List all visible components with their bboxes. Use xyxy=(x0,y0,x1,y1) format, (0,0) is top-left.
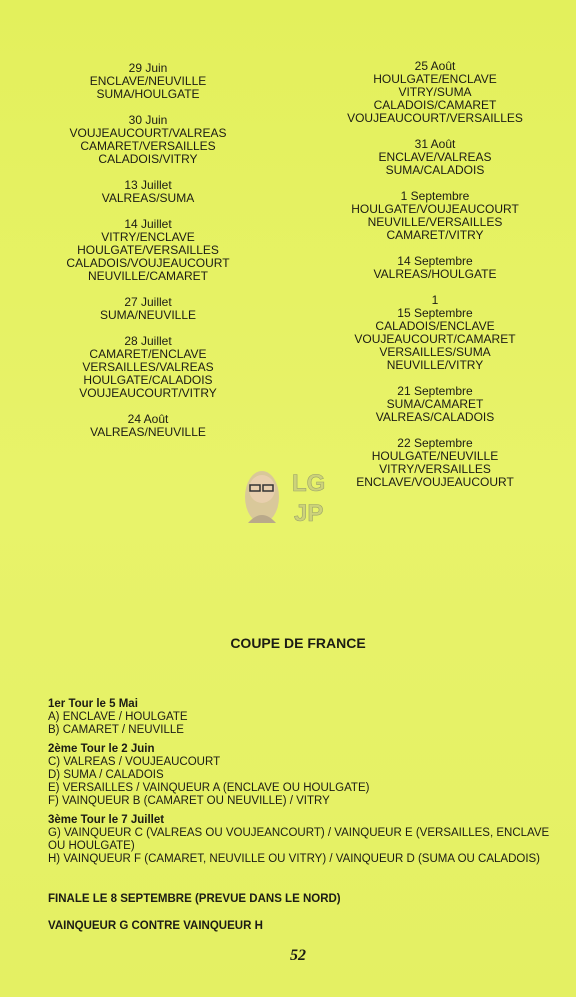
cup-round xyxy=(48,743,556,808)
fixture-block xyxy=(58,62,238,101)
fixture-match: VOUJEAUCOURT/VALREAS xyxy=(69,126,227,140)
fixture-match: CAMARET/ENCLAVE xyxy=(89,347,207,361)
final-date: FINALE LE 8 SEPTEMBRE (PREVUE DANS LE NORD) xyxy=(48,893,341,905)
fixture-match: SUMA/CAMARET xyxy=(386,397,484,411)
fixture-match: ENCLAVE/VALREAS xyxy=(378,150,492,164)
fixture-match: CALADOIS/VOUJEAUCOURT xyxy=(66,256,230,270)
fixture-match: SUMA/CALADOIS xyxy=(385,163,485,177)
round-match: C) VALREAS / VOUJEAUCOURT xyxy=(48,756,221,768)
fixture-block xyxy=(58,413,238,439)
round-title: 2ème Tour le 2 Juin xyxy=(48,743,155,755)
fixture-match: CALADOIS/ENCLAVE xyxy=(375,319,495,333)
svg-text:JP: JP xyxy=(294,500,324,527)
lgjp-logo xyxy=(240,463,336,531)
fixture-date: 31 Août xyxy=(414,137,456,151)
fixture-match: VOUJEAUCOURT/VITRY xyxy=(79,386,217,400)
fixture-block xyxy=(340,190,530,242)
fixture-date: 14 Juillet xyxy=(124,217,172,231)
fixture-date: 30 Juin xyxy=(128,113,168,127)
fixture-match: HOULGATE/NEUVILLE xyxy=(371,449,499,463)
coupe-title: COUPE DE FRANCE xyxy=(230,635,366,651)
fixture-block xyxy=(58,296,238,322)
fixture-match: CALADOIS/CAMARET xyxy=(373,98,497,112)
round-match: B) CAMARET / NEUVILLE xyxy=(48,724,184,736)
fixture-date: 28 Juillet xyxy=(124,334,172,348)
fixture-date: 27 Juillet xyxy=(124,295,172,309)
round-match: D) SUMA / CALADOIS xyxy=(48,769,164,781)
fixture-block xyxy=(58,218,238,283)
fixture-block xyxy=(58,179,238,205)
fixture-match: CAMARET/VERSAILLES xyxy=(80,139,216,153)
round-match: E) VERSAILLES / VAINQUEUR A (ENCLAVE OU HOULGATE) xyxy=(48,782,370,794)
fixture-date: 24 Août xyxy=(127,412,169,426)
fixture-date: 1 15 Septembre xyxy=(397,293,473,320)
svg-text:LG: LG xyxy=(292,470,326,497)
fixture-block xyxy=(340,138,530,177)
fixture-match: VERSAILLES/SUMA xyxy=(379,345,491,359)
fixture-match: HOULGATE/ENCLAVE xyxy=(373,72,497,86)
round-match: A) ENCLAVE / HOULGATE xyxy=(48,711,188,723)
fixture-block xyxy=(340,60,530,125)
fixture-block xyxy=(58,114,238,166)
fixture-match: VOUJEAUCOURT/CAMARET xyxy=(354,332,516,346)
fixture-match: SUMA/NEUVILLE xyxy=(99,308,197,322)
fixture-match: HOULGATE/CALADOIS xyxy=(83,373,213,387)
round-match: G) VAINQUEUR C (VALREAS OU VOUJEANCOURT) / VAINQUEUR E (VERSAILLES, ENCLAVE OU HOULGATE) xyxy=(48,827,550,852)
page-number: 52 xyxy=(290,947,306,964)
fixture-match: CAMARET/VITRY xyxy=(386,228,484,242)
fixture-match: HOULGATE/VERSAILLES xyxy=(77,243,219,257)
fixture-match: ENCLAVE/NEUVILLE xyxy=(89,74,207,88)
fixture-match: CALADOIS/VITRY xyxy=(98,152,198,166)
round-title: 3ème Tour le 7 Juillet xyxy=(48,814,165,826)
fixture-date: 25 Août xyxy=(414,59,456,73)
fixture-block xyxy=(340,385,530,424)
round-match: H) VAINQUEUR F (CAMARET, NEUVILLE OU VITRY) / VAINQUEUR D (SUMA OU CALADOIS) xyxy=(48,853,541,865)
round-match: F) VAINQUEUR B (CAMARET OU NEUVILLE) / VITRY xyxy=(48,795,330,807)
fixture-date: 1 Septembre xyxy=(400,189,470,203)
fixture-match: VITRY/VERSAILLES xyxy=(379,462,491,476)
fixture-match: VITRY/SUMA xyxy=(398,85,472,99)
fixture-match: SUMA/HOULGATE xyxy=(96,87,200,101)
final-match: VAINQUEUR G CONTRE VAINQUEUR H xyxy=(48,920,263,932)
fixture-date: 22 Septembre xyxy=(397,436,473,450)
fixture-block xyxy=(340,255,530,281)
fixture-match: NEUVILLE/VERSAILLES xyxy=(367,215,503,229)
fixture-match: NEUVILLE/CAMARET xyxy=(87,269,209,283)
fixture-date: 21 Septembre xyxy=(397,384,473,398)
fixture-date: 13 Juillet xyxy=(124,178,172,192)
fixture-match: VITRY/ENCLAVE xyxy=(101,230,195,244)
fixture-match: VALREAS/NEUVILLE xyxy=(90,425,206,439)
fixture-date: 29 Juin xyxy=(128,61,168,75)
cup-round xyxy=(48,814,556,866)
fixture-match: VALREAS/SUMA xyxy=(101,191,195,205)
fixture-match: HOULGATE/VOUJEAUCOURT xyxy=(351,202,519,216)
fixture-match: VALREAS/CALADOIS xyxy=(375,410,495,424)
coupe-rounds xyxy=(48,698,556,872)
fixture-block xyxy=(340,294,530,372)
fixture-block xyxy=(340,437,530,489)
fixture-block xyxy=(58,335,238,400)
cup-round xyxy=(48,698,556,737)
fixture-date: 14 Septembre xyxy=(397,254,473,268)
fixture-match: ENCLAVE/VOUJEAUCOURT xyxy=(356,475,514,489)
fixture-match: NEUVILLE/VITRY xyxy=(386,358,484,372)
fixture-match: VOUJEAUCOURT/VERSAILLES xyxy=(347,111,523,125)
left-schedule-column xyxy=(58,62,238,452)
fixture-match: VERSAILLES/VALREAS xyxy=(82,360,214,374)
right-schedule-column xyxy=(340,60,530,502)
fixture-match: VALREAS/HOULGATE xyxy=(373,267,497,281)
round-title: 1er Tour le 5 Mai xyxy=(48,698,138,710)
